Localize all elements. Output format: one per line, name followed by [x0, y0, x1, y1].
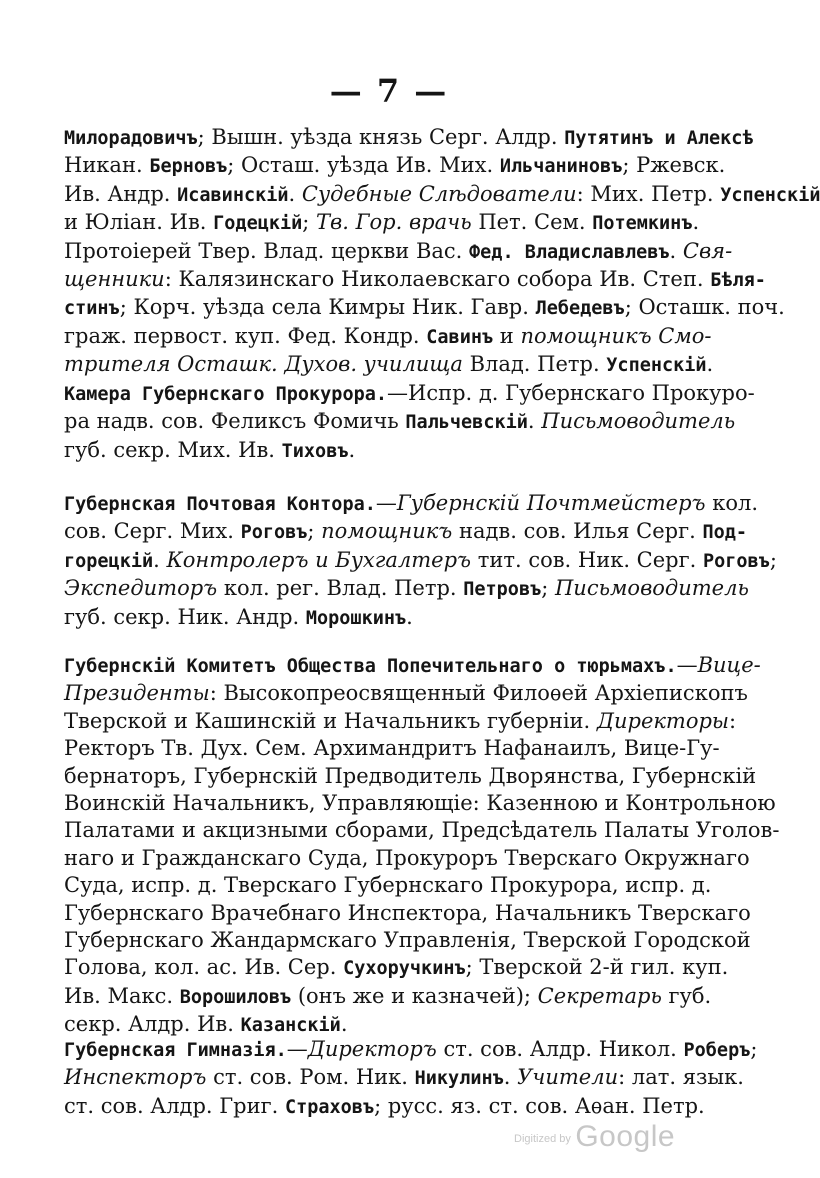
text-line: [64, 817, 780, 844]
text-run: ра надв. сов. Феликсъ Фомичь: [64, 409, 406, 434]
text-line: [64, 790, 776, 817]
position-title: Письмоводитель: [541, 409, 736, 434]
text-line: [64, 927, 751, 954]
text-run: Ив. Макс.: [64, 983, 180, 1008]
position-title: Президенты: [64, 681, 210, 706]
position-title: Губернскій Почтмейстеръ: [396, 491, 706, 515]
person-surname: Савинъ: [426, 326, 494, 348]
text-run: ;: [307, 519, 322, 544]
text-line: [64, 266, 766, 294]
text-run: надв. сов. Илья Серг.: [452, 519, 703, 544]
text-run: ;: [750, 1037, 758, 1061]
text-line: [64, 124, 754, 152]
text-run: : Высокопреосвященный Филоѳей Архіепископъ: [209, 681, 748, 706]
position-title: Инспекторъ: [64, 1065, 207, 1090]
person-surname: Путятинъ и Алексѣ: [564, 128, 754, 149]
person-surname: Роговъ: [240, 522, 308, 544]
position-title: Директоры: [596, 708, 730, 733]
text-run: ; Тверской 2-й гил. куп.: [465, 955, 729, 980]
text-run: .: [340, 1012, 348, 1037]
text-run: .: [669, 238, 683, 263]
text-run: ; Корч. уѣзда села Кимры Ник. Гавр.: [119, 295, 536, 320]
position-title: Свя-: [682, 238, 733, 263]
text-run: Протоіерей Твер. Влад. церкви Вас.: [64, 238, 470, 263]
text-line: [64, 983, 712, 1011]
text-line: [64, 209, 704, 237]
text-run: .: [692, 210, 700, 235]
text-line: [64, 181, 820, 209]
text-run: секр. Алдр. Ив.: [64, 1012, 241, 1037]
position-title: щенники: [64, 267, 165, 292]
person-surname: стинъ: [64, 298, 120, 320]
person-surname: Казанскій: [240, 1015, 341, 1037]
text-line: [64, 238, 733, 266]
text-run: Палатами и акцизными сборами, Предсѣдатель Палаты Уголов-: [64, 818, 780, 843]
person-surname: Пальчевскій: [405, 412, 528, 434]
person-surname: Морошкинъ: [305, 607, 407, 629]
text-line: [64, 680, 748, 707]
text-run: ;: [541, 576, 555, 601]
text-run: Губернскаго Жандармскаго Управленія, Тверской Городской: [64, 928, 751, 953]
text-run: и Юліан. Ив.: [64, 210, 214, 235]
text-run: —: [375, 491, 397, 515]
text-run: ст. сов. Алдр. Григ.: [64, 1093, 285, 1118]
text-run: (онъ же и казначей);: [291, 983, 538, 1008]
text-line: [64, 1064, 744, 1092]
text-run: губ. секр. Ник. Андр.: [64, 604, 306, 629]
text-run: ;: [769, 547, 777, 572]
text-run: Тверской и Кашинскій и Начальникъ губерніи.: [64, 708, 597, 733]
person-surname: Сухоручкинъ: [343, 958, 466, 980]
text-run: Голова, кол. ас. Ив. Сер.: [64, 955, 344, 980]
text-run: : лат. язык.: [618, 1065, 744, 1090]
person-surname: Берновъ: [149, 156, 228, 178]
text-run: ; русс. яз. ст. сов. Аѳан. Петр.: [374, 1093, 705, 1118]
text-line: [64, 900, 751, 927]
person-surname: Тиховъ: [281, 440, 349, 462]
text-line: [64, 604, 704, 632]
person-surname: Ворошиловъ: [179, 986, 292, 1008]
text-line: [64, 547, 777, 575]
position-title: Секретарь: [537, 983, 662, 1008]
text-run: Губернскаго Врачебнаго Инспектора, Начальникъ Тверскаго: [64, 900, 751, 925]
position-title: Письмоводитель: [554, 576, 749, 601]
text-line: [64, 408, 736, 436]
person-surname: Лебедевъ: [535, 298, 625, 320]
person-surname: Успенскій: [606, 355, 707, 377]
text-run: ; Ржевск.: [622, 153, 726, 178]
text-line: [64, 954, 729, 982]
text-run: губ. секр. Мих. Ив.: [64, 437, 282, 462]
person-surname: Фед. Владиславлевъ: [469, 241, 670, 263]
text-run: : Калязинскаго Николаевскаго собора Ив. Степ.: [164, 267, 711, 292]
text-run: .: [706, 352, 714, 377]
person-surname: Петровъ: [463, 579, 542, 601]
section-heading: Губернская Почтовая Контора.: [64, 494, 376, 515]
watermark-brand: Google: [575, 1120, 676, 1153]
text-run: : Мих. Петр.: [576, 181, 721, 206]
google-watermark: [514, 1120, 675, 1154]
officials-paragraph: [64, 124, 820, 380]
text-run: Суда, испр. д. Тверскаго Губернскаго Прокурора, испр. д.: [64, 873, 712, 898]
text-run: Ректоръ Тв. Дух. Сем. Архимандритъ Нафанаилъ, Вице-Гу-: [64, 736, 720, 761]
text-run: губ.: [661, 983, 712, 1008]
text-run: граж. первост. куп. Фед. Кондр.: [64, 323, 427, 348]
text-run: и: [493, 323, 521, 348]
text-run: сов. Серг. Мих.: [64, 519, 241, 544]
text-run: ; Осташ. уѣзда Ив. Мих.: [227, 153, 500, 178]
text-run: .: [288, 181, 302, 206]
position-title: Тв. Гор. врачь: [316, 210, 472, 235]
text-run: ; Вышн. уѣзда князь Серг. Алдр.: [197, 125, 565, 149]
text-run: .: [153, 547, 167, 572]
section-heading: Губернскій Комитетъ Общества Попечительнаго о тюрьмахъ.: [64, 656, 677, 677]
text-run: наго и Гражданскаго Суда, Прокуроръ Тверскаго Окружнаго: [64, 845, 750, 870]
text-run: ;: [302, 210, 317, 235]
person-surname: Роговъ: [702, 550, 770, 572]
text-run: Ив. Андр.: [64, 181, 178, 206]
gymnasium-paragraph: [64, 1036, 758, 1121]
text-run: ст. сов. Алдр. Никол.: [436, 1037, 684, 1061]
page-number: — 7 —: [329, 72, 449, 110]
post-office-paragraph: [64, 490, 777, 632]
section-heading: Губернская Гимназія.: [64, 1040, 287, 1061]
text-line: [64, 575, 749, 603]
person-surname: Никулинъ: [414, 1068, 504, 1090]
text-line: [64, 845, 750, 872]
prison-committee-paragraph: [64, 652, 780, 1040]
text-run: Влад. Петр.: [462, 352, 607, 377]
text-line: [64, 652, 761, 680]
text-line: [64, 323, 712, 351]
text-run: —Испр. д. Губернскаго Прокуро-: [387, 381, 755, 405]
text-run: .: [406, 604, 413, 629]
text-line: [64, 872, 712, 899]
text-run: .: [348, 437, 356, 462]
person-surname: Успенскій: [720, 184, 820, 206]
text-line: [64, 380, 755, 408]
text-line: [64, 763, 757, 790]
text-line: [64, 1093, 704, 1121]
person-surname: Ильчаниновъ: [499, 156, 623, 178]
person-surname: Страховъ: [284, 1096, 375, 1118]
text-run: тит. сов. Ник. Серг.: [471, 547, 703, 572]
text-line: [64, 1036, 758, 1064]
position-title: Контролеръ и Бухгалтеръ: [166, 547, 472, 572]
person-surname: Бѣля-: [710, 270, 766, 292]
position-title: Вице-: [697, 653, 761, 677]
text-run: .: [503, 1065, 518, 1090]
text-line: [64, 735, 720, 762]
text-line: [64, 294, 785, 322]
person-surname: горецкій: [64, 550, 154, 572]
text-line: [64, 152, 726, 180]
text-line: [64, 351, 714, 379]
person-surname: Роберъ: [683, 1040, 751, 1061]
position-title: помощникъ: [321, 519, 453, 544]
text-line: [64, 437, 704, 465]
watermark-prefix: Digitized by: [514, 1133, 571, 1145]
position-title: Учители: [517, 1065, 619, 1090]
text-run: :: [729, 708, 737, 733]
text-line: [64, 708, 737, 735]
text-run: —: [286, 1037, 308, 1061]
text-run: .: [527, 409, 542, 434]
text-run: бернаторъ, Губернскій Предводитель Дворянства, Губернскій: [64, 763, 757, 788]
text-line: [64, 490, 759, 518]
text-run: кол.: [705, 491, 759, 515]
prosecutor-office-paragraph: [64, 380, 755, 465]
position-title: трителя Осташк. Духов. училища: [64, 352, 463, 377]
position-title: Директоръ: [307, 1037, 437, 1061]
person-surname: Милорадовичъ: [64, 128, 198, 149]
text-run: Никан.: [64, 153, 150, 178]
person-surname: Исавинскій: [177, 184, 289, 206]
text-run: —: [676, 653, 698, 677]
position-title: Судебные Слѣдователи: [301, 181, 577, 206]
text-run: ; Осташк. поч.: [624, 295, 785, 320]
text-run: ст. сов. Ром. Ник.: [206, 1065, 415, 1090]
text-run: Пет. Сем.: [471, 210, 593, 235]
section-heading: Камера Губернскаго Прокурора.: [64, 384, 388, 405]
text-line: [64, 518, 748, 546]
position-title: Экспедиторъ: [64, 576, 218, 601]
text-run: кол. рег. Влад. Петр.: [217, 576, 464, 601]
position-title: помощникъ Смо-: [520, 323, 712, 348]
person-surname: Потемкинъ: [592, 213, 693, 235]
person-surname: Годецкій: [213, 213, 303, 235]
person-surname: Под-: [702, 522, 748, 544]
text-run: Воинскій Начальникъ, Управляющіе: Казенною и Контрольною: [64, 791, 776, 816]
